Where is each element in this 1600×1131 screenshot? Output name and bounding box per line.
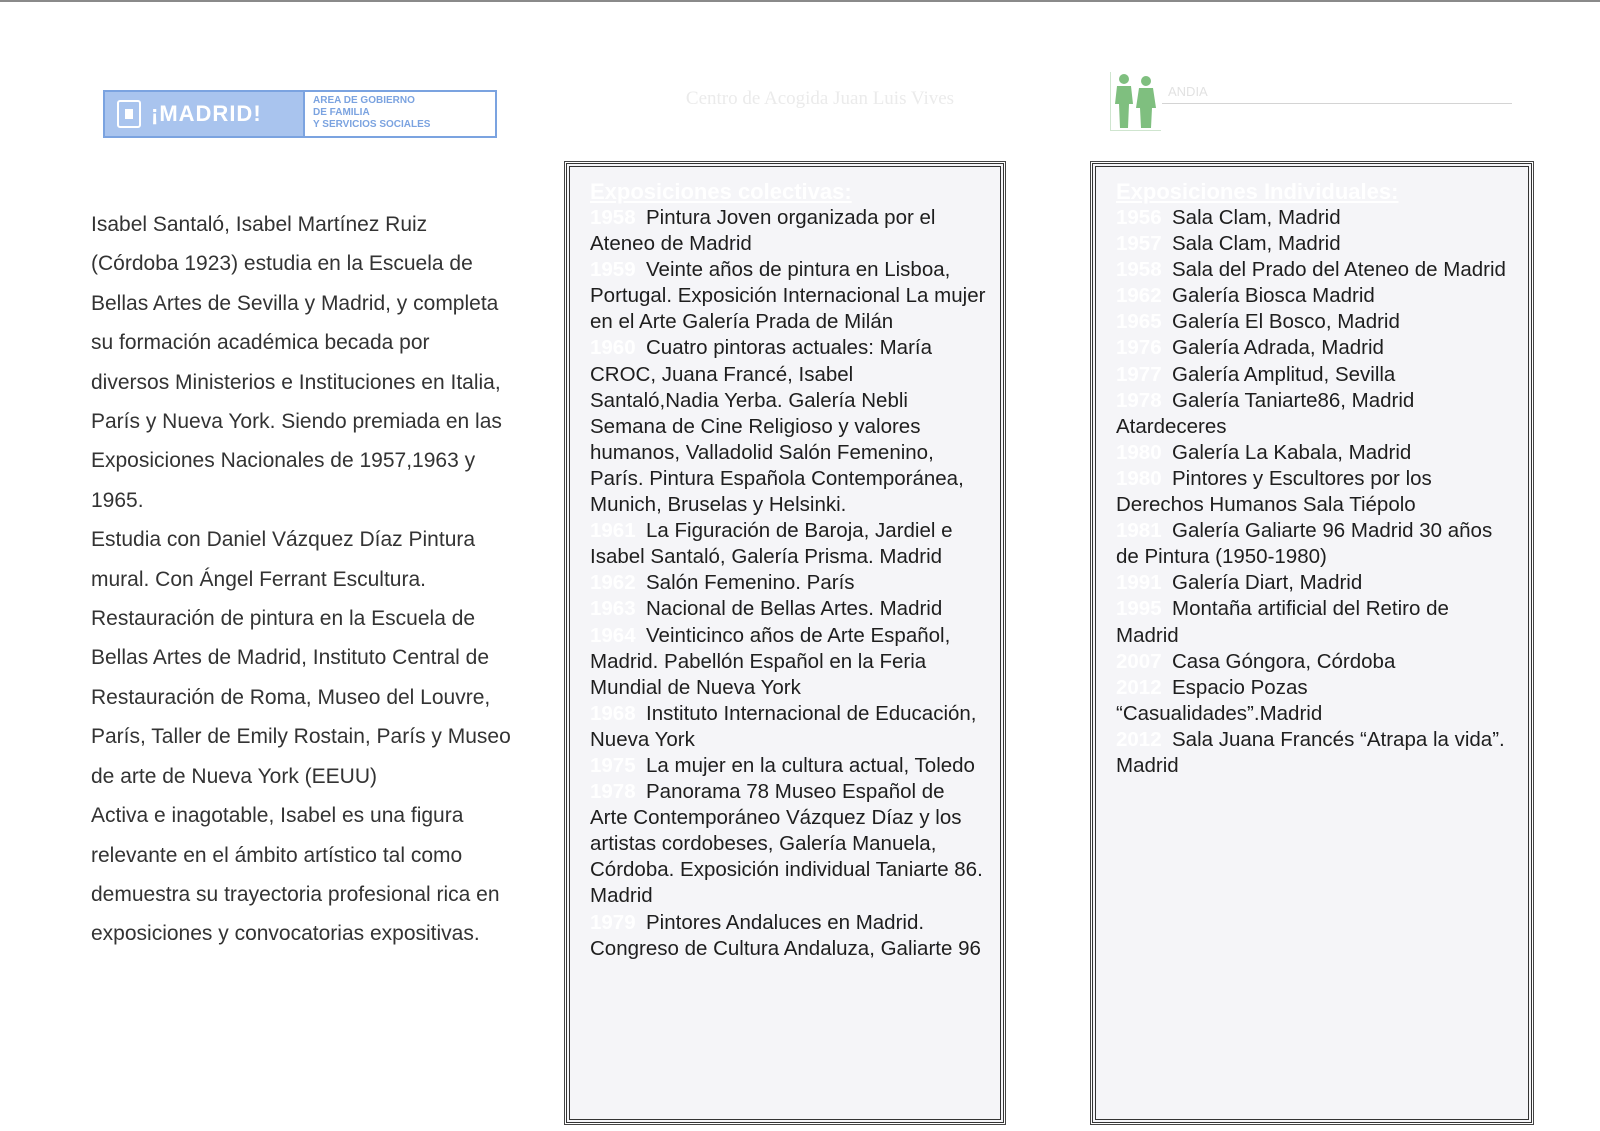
exhibition-text: Sala del Prado del Ateneo de Madrid	[1172, 258, 1506, 282]
exhibition-entry	[1116, 596, 1514, 648]
exhibition-entry	[590, 205, 986, 257]
exhibition-entry	[1116, 205, 1514, 231]
bio-paragraph: Activa e inagotable, Isabel es una figura relevante en el ámbito artístico tal como demuestra su trayectoria profesional rica en exposiciones y convocatorias expositivas.	[91, 804, 500, 946]
center-title: Centro de Acogida Juan Luis Vives	[685, 88, 955, 109]
exhibition-entry	[1116, 649, 1514, 675]
exhibition-year: 1975	[590, 753, 636, 777]
department-line: AREA DE GOBIERNO	[313, 95, 415, 106]
exhibition-year: 1960	[590, 336, 636, 360]
people-logo-icon	[1110, 72, 1161, 131]
header-rule	[1162, 103, 1512, 104]
exhibition-entry	[590, 779, 986, 909]
exhibition-year: 1961	[590, 519, 636, 543]
department-line: Y SERVICIOS SOCIALES	[313, 119, 431, 130]
exhibition-entry	[590, 570, 986, 596]
exhibition-year: 1963	[590, 597, 636, 621]
exhibition-year: 1995	[1116, 597, 1162, 621]
biography	[91, 205, 511, 954]
individual-exhibitions-list	[1116, 205, 1514, 779]
collective-exhibitions-box	[566, 163, 1004, 1123]
exhibition-entry	[1116, 675, 1514, 727]
exhibition-entry	[1116, 362, 1514, 388]
exhibition-entry	[1116, 388, 1514, 440]
exhibition-entry	[1116, 518, 1514, 570]
exhibition-entry	[1116, 466, 1514, 518]
exhibition-entry	[1116, 335, 1514, 361]
exhibition-year: 1965	[1116, 310, 1162, 334]
exhibition-year: 1962	[1116, 284, 1162, 308]
exhibition-entry	[590, 753, 986, 779]
exhibition-text: Montaña artificial del Retiro de Madrid	[1116, 597, 1449, 647]
exhibition-text: Galería Galiarte 96 Madrid 30 años de Pintura (1950-1980)	[1116, 519, 1493, 569]
exhibition-year: 1977	[1116, 362, 1162, 386]
exhibition-text: Galería Amplitud, Sevilla	[1172, 362, 1396, 386]
exhibition-year: 1976	[1116, 336, 1162, 360]
exhibition-entry	[1116, 440, 1514, 466]
exhibition-entry	[1116, 727, 1514, 779]
exhibition-text: Cuatro pintoras actuales: María CROC, Juana Francé, Isabel Santaló,Nadia Yerba. Galería Nebli Semana de Cine Religioso y valores humanos, Valladolid Salón Femenino, París. Pintura Española Contemporánea, Munich, Bruselas y Helsinki.	[590, 336, 964, 517]
collective-exhibitions-title: Exposiciones colectivas:	[590, 179, 852, 204]
logo-label: ANDIA	[1168, 84, 1208, 99]
exhibition-year: 1958	[1116, 258, 1162, 282]
exhibition-entry	[590, 335, 986, 518]
exhibition-year: 1956	[1116, 206, 1162, 229]
exhibition-text: Panorama 78 Museo Español de Arte Contemporáneo Vázquez Díaz y los artistas cordobeses, Galería Manuela, Córdoba. Exposición individual Taniarte 86. Madrid	[590, 780, 983, 908]
madrid-logo-badge	[105, 92, 303, 136]
exhibition-text: Galería Taniarte86, Madrid Atardeceres	[1116, 388, 1415, 438]
exhibition-entry	[590, 257, 986, 335]
exhibition-entry	[590, 701, 986, 753]
exhibition-year: 1980	[1116, 466, 1162, 490]
madrid-crest-icon	[117, 100, 141, 128]
exhibition-year: 1957	[1116, 232, 1162, 256]
exhibition-entry	[1116, 257, 1514, 283]
madrid-logo	[103, 90, 497, 138]
madrid-logo-word: ¡MADRID!	[151, 101, 262, 126]
exhibition-year: 1991	[1116, 571, 1162, 595]
exhibition-entry	[1116, 570, 1514, 596]
exhibition-entry	[590, 623, 986, 701]
exhibition-text: Sala Clam, Madrid	[1172, 206, 1341, 229]
exhibition-entry	[590, 518, 986, 570]
exhibition-text: Pintores y Escultores por los Derechos Humanos Sala Tiépolo	[1116, 466, 1432, 517]
exhibition-year: 2007	[1116, 649, 1162, 673]
exhibition-text: Sala Juana Francés “Atrapa la vida”. Madrid	[1116, 727, 1505, 777]
exhibition-entry	[1116, 231, 1514, 257]
exhibition-text: Galería Diart, Madrid	[1172, 571, 1363, 595]
madrid-logo-department	[303, 92, 495, 136]
exhibition-text: Veinticinco años de Arte Español, Madrid. Pabellón Español en la Feria Mundial de Nueva York	[590, 623, 951, 699]
exhibition-year: 1978	[1116, 388, 1162, 412]
exhibition-year: 1959	[590, 258, 636, 282]
individual-exhibitions-title: Exposiciones Individuales:	[1116, 179, 1399, 204]
exhibition-year: 1968	[590, 701, 636, 725]
exhibition-text: Galería El Bosco, Madrid	[1172, 310, 1400, 334]
exhibition-text: Salón Femenino. París	[646, 571, 855, 595]
exhibition-year: 1962	[590, 571, 636, 595]
exhibition-entry	[1116, 309, 1514, 335]
exhibition-text: Sala Clam, Madrid	[1172, 232, 1341, 256]
individual-exhibitions-box	[1092, 163, 1532, 1123]
exhibition-year: 1978	[590, 780, 636, 804]
exhibition-text: Veinte años de pintura en Lisboa, Portugal. Exposición Internacional La mujer en el Arte Galería Prada de Milán	[590, 258, 986, 334]
exhibition-text: La mujer en la cultura actual, Toledo	[646, 753, 975, 777]
exhibition-year: 1958	[590, 206, 636, 229]
exhibition-entry	[590, 596, 986, 622]
exhibition-text: La Figuración de Baroja, Jardiel e Isabel Santaló, Galería Prisma. Madrid	[590, 519, 953, 569]
exhibition-year: 2012	[1116, 675, 1162, 699]
bio-paragraph: Estudia con Daniel Vázquez Díaz Pintura mural. Con Ángel Ferrant Escultura. Restauración de pintura en la Escuela de Bellas Artes de Madrid, Instituto Central de Restauración de Roma, Museo del Louvre, París, Taller de Emily Rostain, París y Museo de arte de Nueva York (EEUU)	[91, 528, 511, 788]
exhibition-text: Pintores Andaluces en Madrid. Congreso de Cultura Andaluza, Galiarte 96	[590, 910, 981, 960]
exhibition-year: 1980	[1116, 440, 1162, 464]
exhibition-text: Pintura Joven organizada por el Ateneo de Madrid	[590, 206, 936, 256]
exhibition-entry	[590, 910, 986, 962]
exhibition-year: 1964	[590, 623, 636, 647]
exhibition-text: Instituto Internacional de Educación, Nueva York	[590, 701, 977, 751]
exhibition-text: Galería La Kabala, Madrid	[1172, 440, 1412, 464]
exhibition-text: Galería Biosca Madrid	[1172, 284, 1375, 308]
exhibition-text: Casa Góngora, Córdoba	[1172, 649, 1396, 673]
collective-exhibitions-list	[590, 205, 986, 962]
exhibition-text: Nacional de Bellas Artes. Madrid	[646, 597, 943, 621]
department-line: DE FAMILIA	[313, 107, 370, 118]
exhibition-year: 1981	[1116, 519, 1162, 543]
exhibition-text: Espacio Pozas “Casualidades”.Madrid	[1116, 675, 1323, 725]
exhibition-year: 1979	[590, 910, 636, 934]
top-rule	[0, 0, 1600, 2]
bio-paragraph: Isabel Santaló, Isabel Martínez Ruiz (Córdoba 1923) estudia en la Escuela de Bellas Artes de Sevilla y Madrid, y completa su formación académica becada por diversos Ministerios e Instituciones en Italia, París y Nueva York. Siendo premiada en las Exposiciones Nacionales de 1957,1963 y 1965.	[91, 213, 502, 512]
exhibition-entry	[1116, 283, 1514, 309]
exhibition-year: 2012	[1116, 727, 1162, 751]
exhibition-text: Galería Adrada, Madrid	[1172, 336, 1384, 360]
